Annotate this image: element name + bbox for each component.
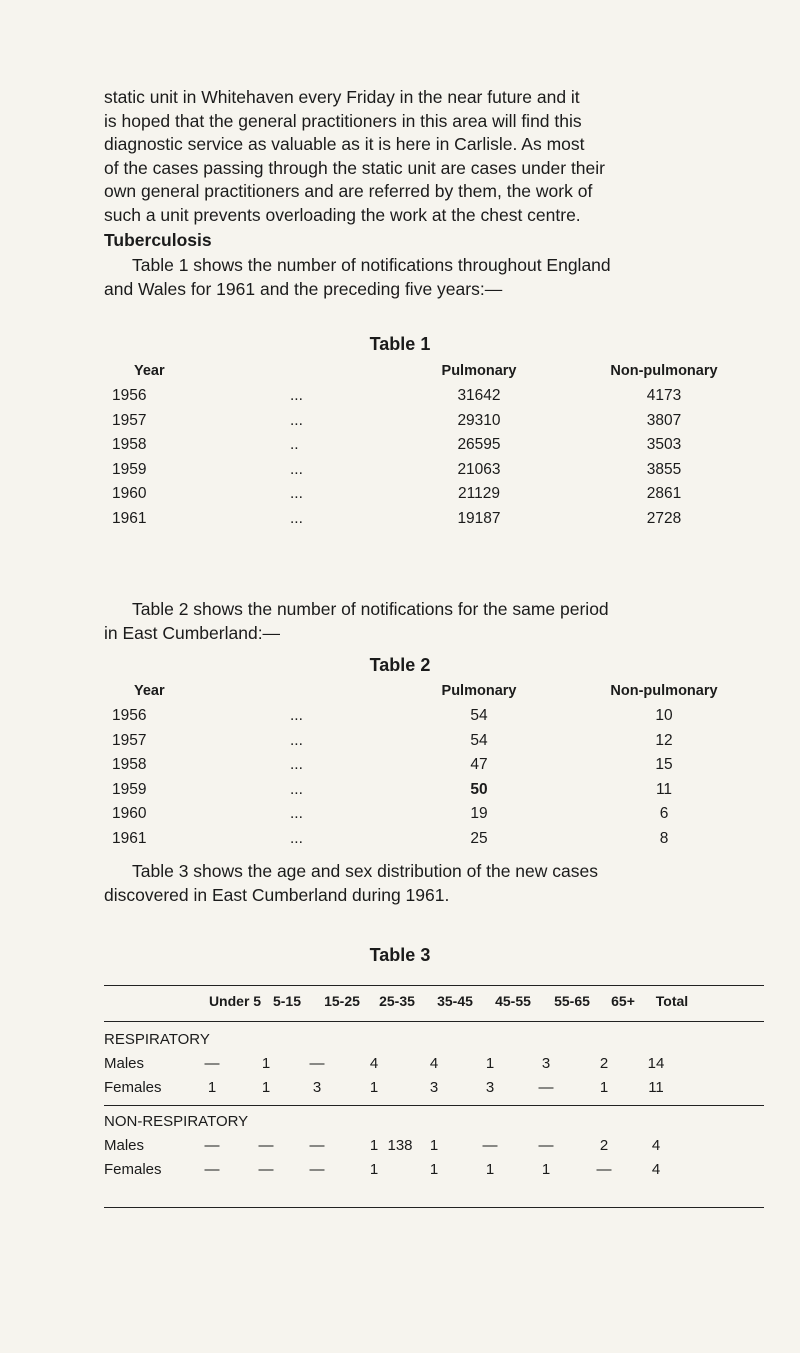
- non-pulmonary-cell: 10: [655, 707, 673, 724]
- pulmonary-cell: 21063: [457, 460, 501, 478]
- table-cell: —: [309, 1055, 325, 1072]
- column-header-25-35: 25-35: [379, 993, 415, 1009]
- non-pulmonary-cell: 11: [655, 780, 673, 798]
- leader-dots: ...: [290, 731, 303, 749]
- text-line: Table 2 shows the number of notifications for the same period: [132, 599, 609, 619]
- table-cell: 3: [312, 1079, 322, 1096]
- table-row: [104, 781, 740, 806]
- year-cell: 1956: [112, 707, 147, 724]
- leader-dots: ...: [290, 509, 303, 527]
- year-cell: 1959: [112, 780, 147, 798]
- table-cell: 1: [429, 1161, 439, 1178]
- table-top-rule: [104, 985, 764, 986]
- table-3-intro-paragraph: [104, 860, 740, 907]
- table-cell: 3: [429, 1079, 439, 1096]
- non-pulmonary-cell: 3855: [646, 460, 682, 478]
- text-line: Table 3 shows the age and sex distribution of the new cases: [132, 861, 598, 881]
- year-cell: 1956: [112, 387, 147, 404]
- year-column-header: Year: [134, 363, 165, 379]
- section-label-respiratory: RESPIRATORY: [104, 1031, 210, 1048]
- year-column-header: Year: [134, 683, 165, 699]
- text-line: is hoped that the general practitioners in this area will find this: [104, 110, 582, 131]
- table-cell: —: [204, 1137, 220, 1154]
- text-line: and Wales for 1961 and the preceding five years:—: [104, 278, 503, 299]
- column-header-45-55: 45-55: [495, 993, 531, 1009]
- table-2-title: Table 2: [369, 655, 431, 675]
- table-row: [104, 485, 740, 510]
- leader-dots: ...: [290, 411, 303, 429]
- table-row: [104, 805, 740, 830]
- table-cell: 3: [485, 1079, 495, 1096]
- column-header-65-plus: 65+: [611, 993, 635, 1009]
- tuberculosis-paragraph: [104, 254, 740, 301]
- text-line: own general practitioners and are referred by them, the work of: [104, 181, 593, 201]
- pulmonary-cell: 54: [470, 707, 488, 724]
- text-line: Table 1 shows the number of notifications throughout England: [132, 255, 611, 275]
- row-label-females: Females: [104, 1079, 162, 1096]
- pulmonary-cell: 25: [470, 829, 488, 847]
- table-cell: 2: [599, 1055, 609, 1072]
- leader-dots: ...: [290, 460, 303, 478]
- table-1: [104, 363, 740, 534]
- table-cell: 3: [541, 1055, 551, 1072]
- table-cell: 4: [651, 1161, 661, 1178]
- pulmonary-cell: 54: [470, 731, 488, 749]
- leader-dots: ...: [290, 829, 303, 847]
- table-cell: 4: [429, 1055, 439, 1072]
- pulmonary-cell: 29310: [457, 411, 501, 429]
- table-header-row: [104, 363, 740, 387]
- row-label-males: Males: [104, 1137, 145, 1154]
- year-cell: 1959: [112, 460, 147, 478]
- pulmonary-column-header: Pulmonary: [441, 363, 517, 379]
- column-header-15-25: 15-25: [324, 993, 360, 1009]
- table-cell: 1: [485, 1161, 495, 1178]
- table-row: [104, 707, 740, 732]
- leader-dots: ...: [290, 387, 303, 404]
- table-cell: 1: [429, 1137, 439, 1154]
- row-label-males: Males: [104, 1055, 145, 1072]
- pulmonary-cell: 21129: [458, 485, 500, 502]
- table-cell: 1: [541, 1161, 551, 1178]
- table-cell: —: [309, 1137, 325, 1154]
- non-pulmonary-cell: 8: [659, 829, 669, 847]
- table-cell: 1: [261, 1079, 271, 1096]
- year-cell: 1957: [112, 411, 147, 429]
- year-cell: 1958: [112, 436, 147, 453]
- non-pulmonary-cell: 15: [655, 756, 673, 773]
- pulmonary-column-header: Pulmonary: [441, 683, 517, 699]
- text-line: such a unit prevents overloading the work at the chest centre.: [104, 204, 581, 225]
- table-row: [104, 436, 740, 461]
- table-cell: —: [309, 1161, 325, 1178]
- table-row: [104, 830, 740, 855]
- column-header-55-65: 55-65: [554, 993, 590, 1009]
- table-2: [104, 683, 740, 854]
- table-cell: 1: [369, 1079, 379, 1096]
- column-header-5-15: 5-15: [272, 993, 302, 1009]
- text-line: in East Cumberland:—: [104, 622, 281, 643]
- table-cell: —: [258, 1137, 274, 1154]
- year-cell: 1961: [112, 509, 147, 527]
- text-line: of the cases passing through the static unit are cases under their: [104, 157, 605, 178]
- table-header-row: [104, 683, 740, 707]
- table-1-title: Table 1: [369, 334, 431, 354]
- pulmonary-cell: 26595: [457, 436, 501, 453]
- table-cell: 4: [369, 1055, 379, 1072]
- column-header-total: Total: [655, 993, 689, 1009]
- table-bottom-rule: [104, 1207, 764, 1208]
- leader-dots: ..: [290, 436, 299, 453]
- leader-dots: ...: [290, 485, 303, 502]
- table-cell: 14: [647, 1055, 665, 1072]
- text-line: static unit in Whitehaven every Friday in the near future and it: [104, 87, 580, 107]
- table-header-rule: [104, 1021, 764, 1022]
- leader-dots: ...: [290, 756, 303, 773]
- table-row: [104, 756, 740, 781]
- year-cell: 1961: [112, 829, 147, 847]
- table-3-title: Table 3: [369, 945, 431, 965]
- pulmonary-cell: 47: [470, 756, 488, 773]
- table-row: [104, 412, 740, 437]
- table-cell: —: [204, 1055, 220, 1072]
- non-pulmonary-column-header: Non-pulmonary: [610, 683, 718, 699]
- section-label-non-respiratory: NON-RESPIRATORY: [104, 1113, 249, 1130]
- non-pulmonary-cell: 3807: [646, 411, 682, 429]
- table-cell: —: [538, 1137, 554, 1154]
- column-header-35-45: 35-45: [437, 993, 473, 1009]
- non-pulmonary-column-header: Non-pulmonary: [610, 363, 718, 379]
- table-cell: 1: [207, 1079, 217, 1096]
- column-header-under-5: Under 5: [208, 993, 262, 1009]
- table-row: [104, 732, 740, 757]
- table-cell: —: [538, 1079, 554, 1096]
- table-cell: 1: [369, 1161, 379, 1178]
- leader-dots: ...: [290, 805, 303, 822]
- table-cell: 1: [599, 1079, 609, 1096]
- table-cell: 1: [485, 1055, 495, 1072]
- non-pulmonary-cell: 4173: [646, 387, 682, 404]
- section-divider-rule: [104, 1105, 764, 1106]
- table-cell: 2: [599, 1137, 609, 1154]
- year-cell: 1958: [112, 756, 147, 773]
- table-2-intro-paragraph: [104, 598, 740, 645]
- intro-paragraph: [104, 86, 740, 227]
- pulmonary-cell: 19: [470, 805, 488, 822]
- year-cell: 1960: [112, 485, 147, 502]
- table-cell: 11: [648, 1079, 664, 1096]
- year-cell: 1960: [112, 805, 147, 822]
- non-pulmonary-cell: 3503: [646, 436, 682, 453]
- table-cell: 1: [369, 1137, 379, 1154]
- year-cell: 1957: [112, 731, 147, 749]
- non-pulmonary-cell: 6: [659, 805, 669, 822]
- pulmonary-cell: 50: [470, 780, 488, 798]
- page-number: 138: [387, 1137, 413, 1154]
- non-pulmonary-cell: 2861: [646, 485, 682, 502]
- table-cell: —: [258, 1161, 274, 1178]
- table-cell: 4: [651, 1137, 661, 1154]
- leader-dots: ...: [290, 780, 303, 798]
- non-pulmonary-cell: 12: [655, 731, 673, 749]
- leader-dots: ...: [290, 707, 303, 724]
- table-cell: 1: [261, 1055, 271, 1072]
- pulmonary-cell: 31642: [457, 387, 501, 404]
- pulmonary-cell: 19187: [457, 509, 501, 527]
- table-row: [104, 510, 740, 535]
- table-cell: —: [482, 1137, 498, 1154]
- table-cell: —: [204, 1161, 220, 1178]
- non-pulmonary-cell: 2728: [646, 509, 682, 527]
- table-cell: —: [596, 1161, 612, 1178]
- table-3: [104, 985, 764, 1195]
- text-line: diagnostic service as valuable as it is here in Carlisle. As most: [104, 134, 585, 154]
- table-row: [104, 461, 740, 486]
- row-label-females: Females: [104, 1161, 162, 1178]
- text-line: discovered in East Cumberland during 1961.: [104, 884, 450, 905]
- table-row: [104, 387, 740, 412]
- section-heading: Tuberculosis: [104, 230, 212, 250]
